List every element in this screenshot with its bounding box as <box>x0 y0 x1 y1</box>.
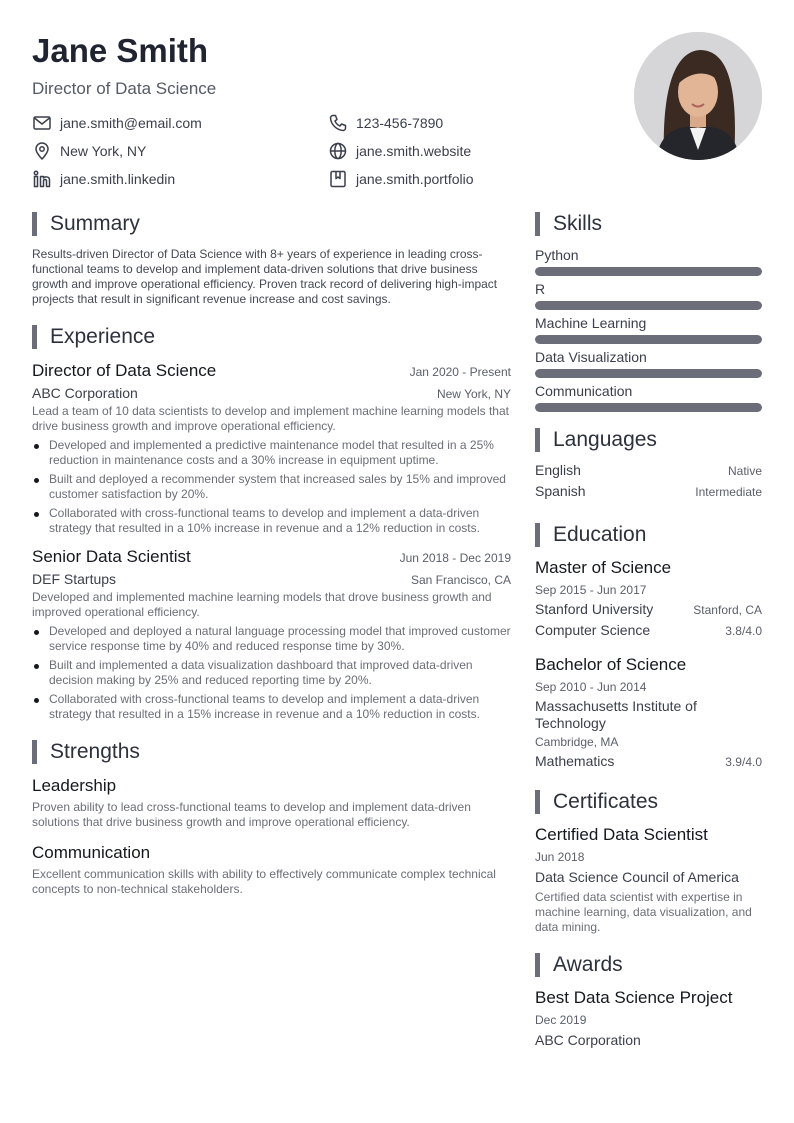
certificates-heading <box>535 788 762 816</box>
contact-location-text: New York, NY <box>60 143 147 159</box>
section-accent-bar <box>32 740 37 764</box>
skills-section <box>535 210 762 412</box>
job-description: Lead a team of 10 data scientists to develop and implement machine learning models that drive business growth and improve operational efficiency. <box>32 404 509 433</box>
contact-email-text: jane.smith@email.com <box>60 115 202 131</box>
languages-title: Languages <box>553 428 657 451</box>
skill-bar <box>535 369 762 378</box>
contact-phone[interactable] <box>328 112 443 134</box>
award-issuer: ABC Corporation <box>535 1032 641 1048</box>
skill-name: R <box>535 281 546 297</box>
job-entry <box>32 360 511 536</box>
strength-title: Communication <box>32 843 151 862</box>
skill-bar-fill <box>535 369 762 378</box>
section-accent-bar <box>535 428 540 452</box>
job-location: San Francisco, CA <box>410 573 511 587</box>
job-company: ABC Corporation <box>32 385 138 401</box>
languages-section <box>535 426 762 504</box>
skill-bar-fill <box>535 267 762 276</box>
skill-bar <box>535 301 762 310</box>
section-accent-bar <box>32 325 37 349</box>
education-heading <box>535 521 762 549</box>
strength-item <box>32 775 511 830</box>
education-gpa: 3.8/4.0 <box>725 624 762 638</box>
education-school: Stanford University <box>535 601 654 617</box>
language-row <box>535 483 762 504</box>
job-dates: Jun 2018 - Dec 2019 <box>399 551 511 565</box>
skill-bar <box>535 403 762 412</box>
languages-heading <box>535 426 762 454</box>
job-bullet: Developed and implemented a predictive maintenance model that resulted in a 25% reduction in maintenance costs and a 30% increase in equipment uptime. <box>32 438 511 468</box>
section-accent-bar <box>32 212 37 236</box>
contact-info <box>32 112 592 196</box>
education-degree: Master of Science <box>535 558 672 577</box>
skill-bar-fill <box>535 403 762 412</box>
linkedin-icon <box>32 169 52 189</box>
job-title: Senior Data Scientist <box>32 547 191 566</box>
skill-bar-fill <box>535 335 762 344</box>
person-name: Jane Smith <box>32 32 209 69</box>
contact-portfolio[interactable] <box>328 168 474 190</box>
education-school: Massachusetts Institute of Technology <box>535 698 697 731</box>
skills-title: Skills <box>553 212 603 235</box>
job-location: New York, NY <box>436 387 511 401</box>
summary-heading <box>32 210 511 238</box>
person-role: Director of Data Science <box>32 79 217 98</box>
job-description: Developed and implemented machine learning models that drove business growth and improved operational efficiency. <box>32 590 492 619</box>
job-bullet: Built and deployed a recommender system that increased sales by 15% and improved customer satisfaction by 20%. <box>32 472 511 502</box>
contact-email[interactable] <box>32 112 202 134</box>
award-date: Dec 2019 <box>535 1013 587 1027</box>
profile-photo <box>634 32 762 160</box>
job-title: Director of Data Science <box>32 361 217 380</box>
contact-website-text: jane.smith.website <box>356 143 472 159</box>
summary-section <box>32 210 511 307</box>
education-dates: Sep 2015 - Jun 2017 <box>535 583 647 597</box>
education-section <box>535 521 762 770</box>
awards-title: Awards <box>553 953 623 976</box>
certificates-title: Certificates <box>553 790 659 813</box>
job-company: DEF Startups <box>32 571 117 587</box>
language-level: Native <box>727 464 762 478</box>
job-bullets <box>32 438 511 536</box>
education-title: Education <box>553 523 647 546</box>
contact-website[interactable] <box>328 140 471 162</box>
language-name: English <box>535 462 581 478</box>
language-name: Spanish <box>535 483 586 499</box>
strength-description: Proven ability to lead cross-functional teams to develop and implement data-driven solutions that drive business growth and improve operational efficiency. <box>32 800 471 829</box>
skill-name: Python <box>535 247 579 263</box>
section-accent-bar <box>535 953 540 977</box>
job-bullet: Collaborated with cross-functional teams to develop and implement a data-driven strategy that resulted in a 15% increase in revenue and a 10% reduction in costs. <box>32 692 511 722</box>
bookmark-icon <box>328 169 348 189</box>
contact-portfolio-text: jane.smith.portfolio <box>356 171 474 187</box>
summary-title: Summary <box>50 212 140 235</box>
phone-icon <box>328 113 348 133</box>
certificate-date: Jun 2018 <box>535 850 585 864</box>
job-entry <box>32 546 511 722</box>
education-field: Computer Science <box>535 622 651 638</box>
contact-linkedin-text: jane.smith.linkedin <box>60 171 176 187</box>
job-bullet: Collaborated with cross-functional teams to develop and implement a data-driven strategy that resulted in a 10% increase in revenue and a 12% reduction in costs. <box>32 506 511 536</box>
portrait-image <box>634 32 762 160</box>
certificates-section <box>535 788 762 935</box>
strength-title: Leadership <box>32 776 117 795</box>
strength-item <box>32 842 511 897</box>
globe-icon <box>328 141 348 161</box>
contact-linkedin[interactable] <box>32 168 175 190</box>
award-item <box>535 987 762 1049</box>
left-column <box>32 210 511 897</box>
education-location: Stanford, CA <box>693 603 762 617</box>
skill-name: Data Visualization <box>535 349 647 365</box>
skills-heading <box>535 210 762 238</box>
education-location: Cambridge, MA <box>535 735 619 749</box>
strengths-section <box>32 738 511 897</box>
certificate-name: Certified Data Scientist <box>535 825 708 844</box>
contact-location <box>32 140 146 162</box>
experience-title: Experience <box>50 325 156 348</box>
education-item <box>535 654 762 770</box>
experience-heading <box>32 323 511 351</box>
summary-text: Results-driven Director of Data Science with 8+ years of experience in leading cross-functional teams to develop and implement data-driven solutions that drive business growth and improve operational efficiency. Proven track record of delivering high-impact projects that result in significant revenue increase and cost savings. <box>32 247 498 306</box>
experience-section <box>32 323 511 722</box>
language-level: Intermediate <box>695 485 762 499</box>
section-accent-bar <box>535 212 540 236</box>
language-row <box>535 462 762 483</box>
location-pin-icon <box>32 141 52 161</box>
job-bullet: Developed and deployed a natural language processing model that improved customer service response time by 40% and reduced response time by 30%. <box>32 624 511 654</box>
education-item <box>535 557 762 639</box>
strengths-heading <box>32 738 511 766</box>
education-degree: Bachelor of Science <box>535 655 687 674</box>
education-field: Mathematics <box>535 753 615 769</box>
certificate-issuer: Data Science Council of America <box>535 869 739 885</box>
job-dates: Jan 2020 - Present <box>409 365 511 379</box>
skill-name: Machine Learning <box>535 315 647 331</box>
strengths-title: Strengths <box>50 740 140 763</box>
award-name: Best Data Science Project <box>535 988 733 1007</box>
awards-section <box>535 951 762 1049</box>
skills-list <box>535 246 762 412</box>
strength-description: Excellent communication skills with ability to effectively communicate complex technical concepts to non-technical stakeholders. <box>32 867 496 896</box>
education-dates: Sep 2010 - Jun 2014 <box>535 680 647 694</box>
resume-header <box>32 30 592 100</box>
certificate-item <box>535 824 762 935</box>
skill-bar <box>535 335 762 344</box>
skill-bar-fill <box>535 301 762 310</box>
skill-name: Communication <box>535 383 633 399</box>
section-accent-bar <box>535 523 540 547</box>
skill-bar <box>535 267 762 276</box>
job-bullets <box>32 624 511 722</box>
section-accent-bar <box>535 790 540 814</box>
contact-phone-text: 123-456-7890 <box>356 115 444 131</box>
job-bullet: Built and implemented a data visualization dashboard that improved data-driven decision making by 25% and reduced reporting time by 20%. <box>32 658 511 688</box>
education-gpa: 3.9/4.0 <box>725 755 762 769</box>
certificate-description: Certified data scientist with expertise in machine learning, data visualization, and data mining. <box>535 890 752 934</box>
mail-icon <box>32 113 52 133</box>
right-column <box>535 210 762 1049</box>
awards-heading <box>535 951 762 979</box>
